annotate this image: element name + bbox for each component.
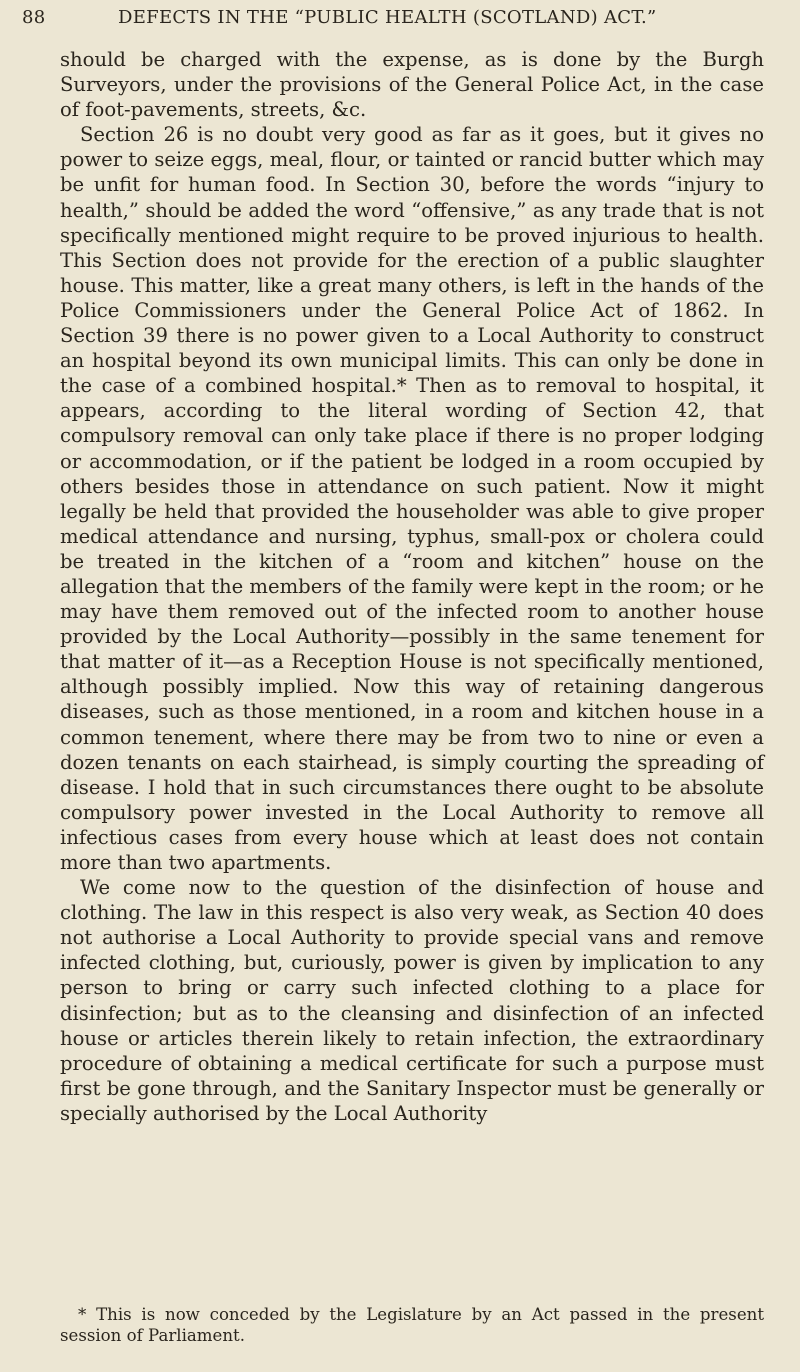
page-number: 88: [22, 7, 46, 28]
page-header: [22, 7, 762, 33]
paragraph-disinfection: We come now to the question of the disinfection of house and clothing. The law in this respect is also very weak, as Section 40 does not authorise a Local Authority to provide special vans and remove infected clothing, but, curiously, power is given by implication to any person to bring or carry such infected clothing to a place for disinfection; but as to the cleansing and disinfection of an infected house or articles therein likely to retain infection, the extraordinary procedure of obtaining a medical certificate for such a purpose must first be gone through, and the Sanitary Inspector must be generally or specially authorised by the Local Authority: [60, 876, 764, 1125]
footnote-text: * This is now conceded by the Legislature by an Act passed in the present session of Parliament.: [60, 1305, 764, 1345]
body-text: [60, 47, 764, 1126]
footnote: [60, 1304, 764, 1346]
paragraph-sections: Section 26 is no doubt very good as far as it goes, but it gives no power to seize eggs, meal, flour, or tainted or rancid butter which may be unfit for human food. In Section 30, before the words “injury to health,” should be added the word “offensive,” as any trade that is not specifically mentioned might require to be proved injurious to health. This Section does not provide for the erection of a public slaughter house. This matter, like a great many others, is left in the hands of the Police Commissioners under the General Police Act of 1862. In Section 39 there is no power given to a Local Authority to construct an hospital beyond its own municipal limits. This can only be done in the case of a combined hospital.* Then as to removal to hospital, it appears, according to the literal wording of Section 42, that compulsory removal can only take place if there is no proper lodging or accommodation, or if the patient be lodged in a room occupied by others besides those in attendance on such patient. Now it might legally be held that provided the householder was able to give proper medical attendance and nursing, typhus, small-pox or cholera could be treated in the kitchen of a “room and kitchen” house on the allegation that the members of the family were kept in the room; or he may have them removed out of the infected room to another house provided by the Local Authority—possibly in the same tenement for that matter of it—as a Reception House is not specifically mentioned, although possibly implied. Now this way of retaining dangerous diseases, such as those mentioned, in a room and kitchen house in a common tenement, where there may be from two to nine or even a dozen tenants on each stairhead, is simply courting the spreading of disease. I hold that in such circumstances there ought to be absolute compulsory power invested in the Local Authority to remove all infectious cases from every house which at least does not contain more than two apartments.: [60, 123, 764, 874]
running-title: DEFECTS IN THE “PUBLIC HEALTH (SCOTLAND) ACT.”: [118, 7, 657, 28]
paragraph-continued: should be charged with the expense, as is done by the Burgh Surveyors, under the provisions of the General Police Act, in the case of foot-pavements, streets, &c.: [60, 48, 764, 122]
